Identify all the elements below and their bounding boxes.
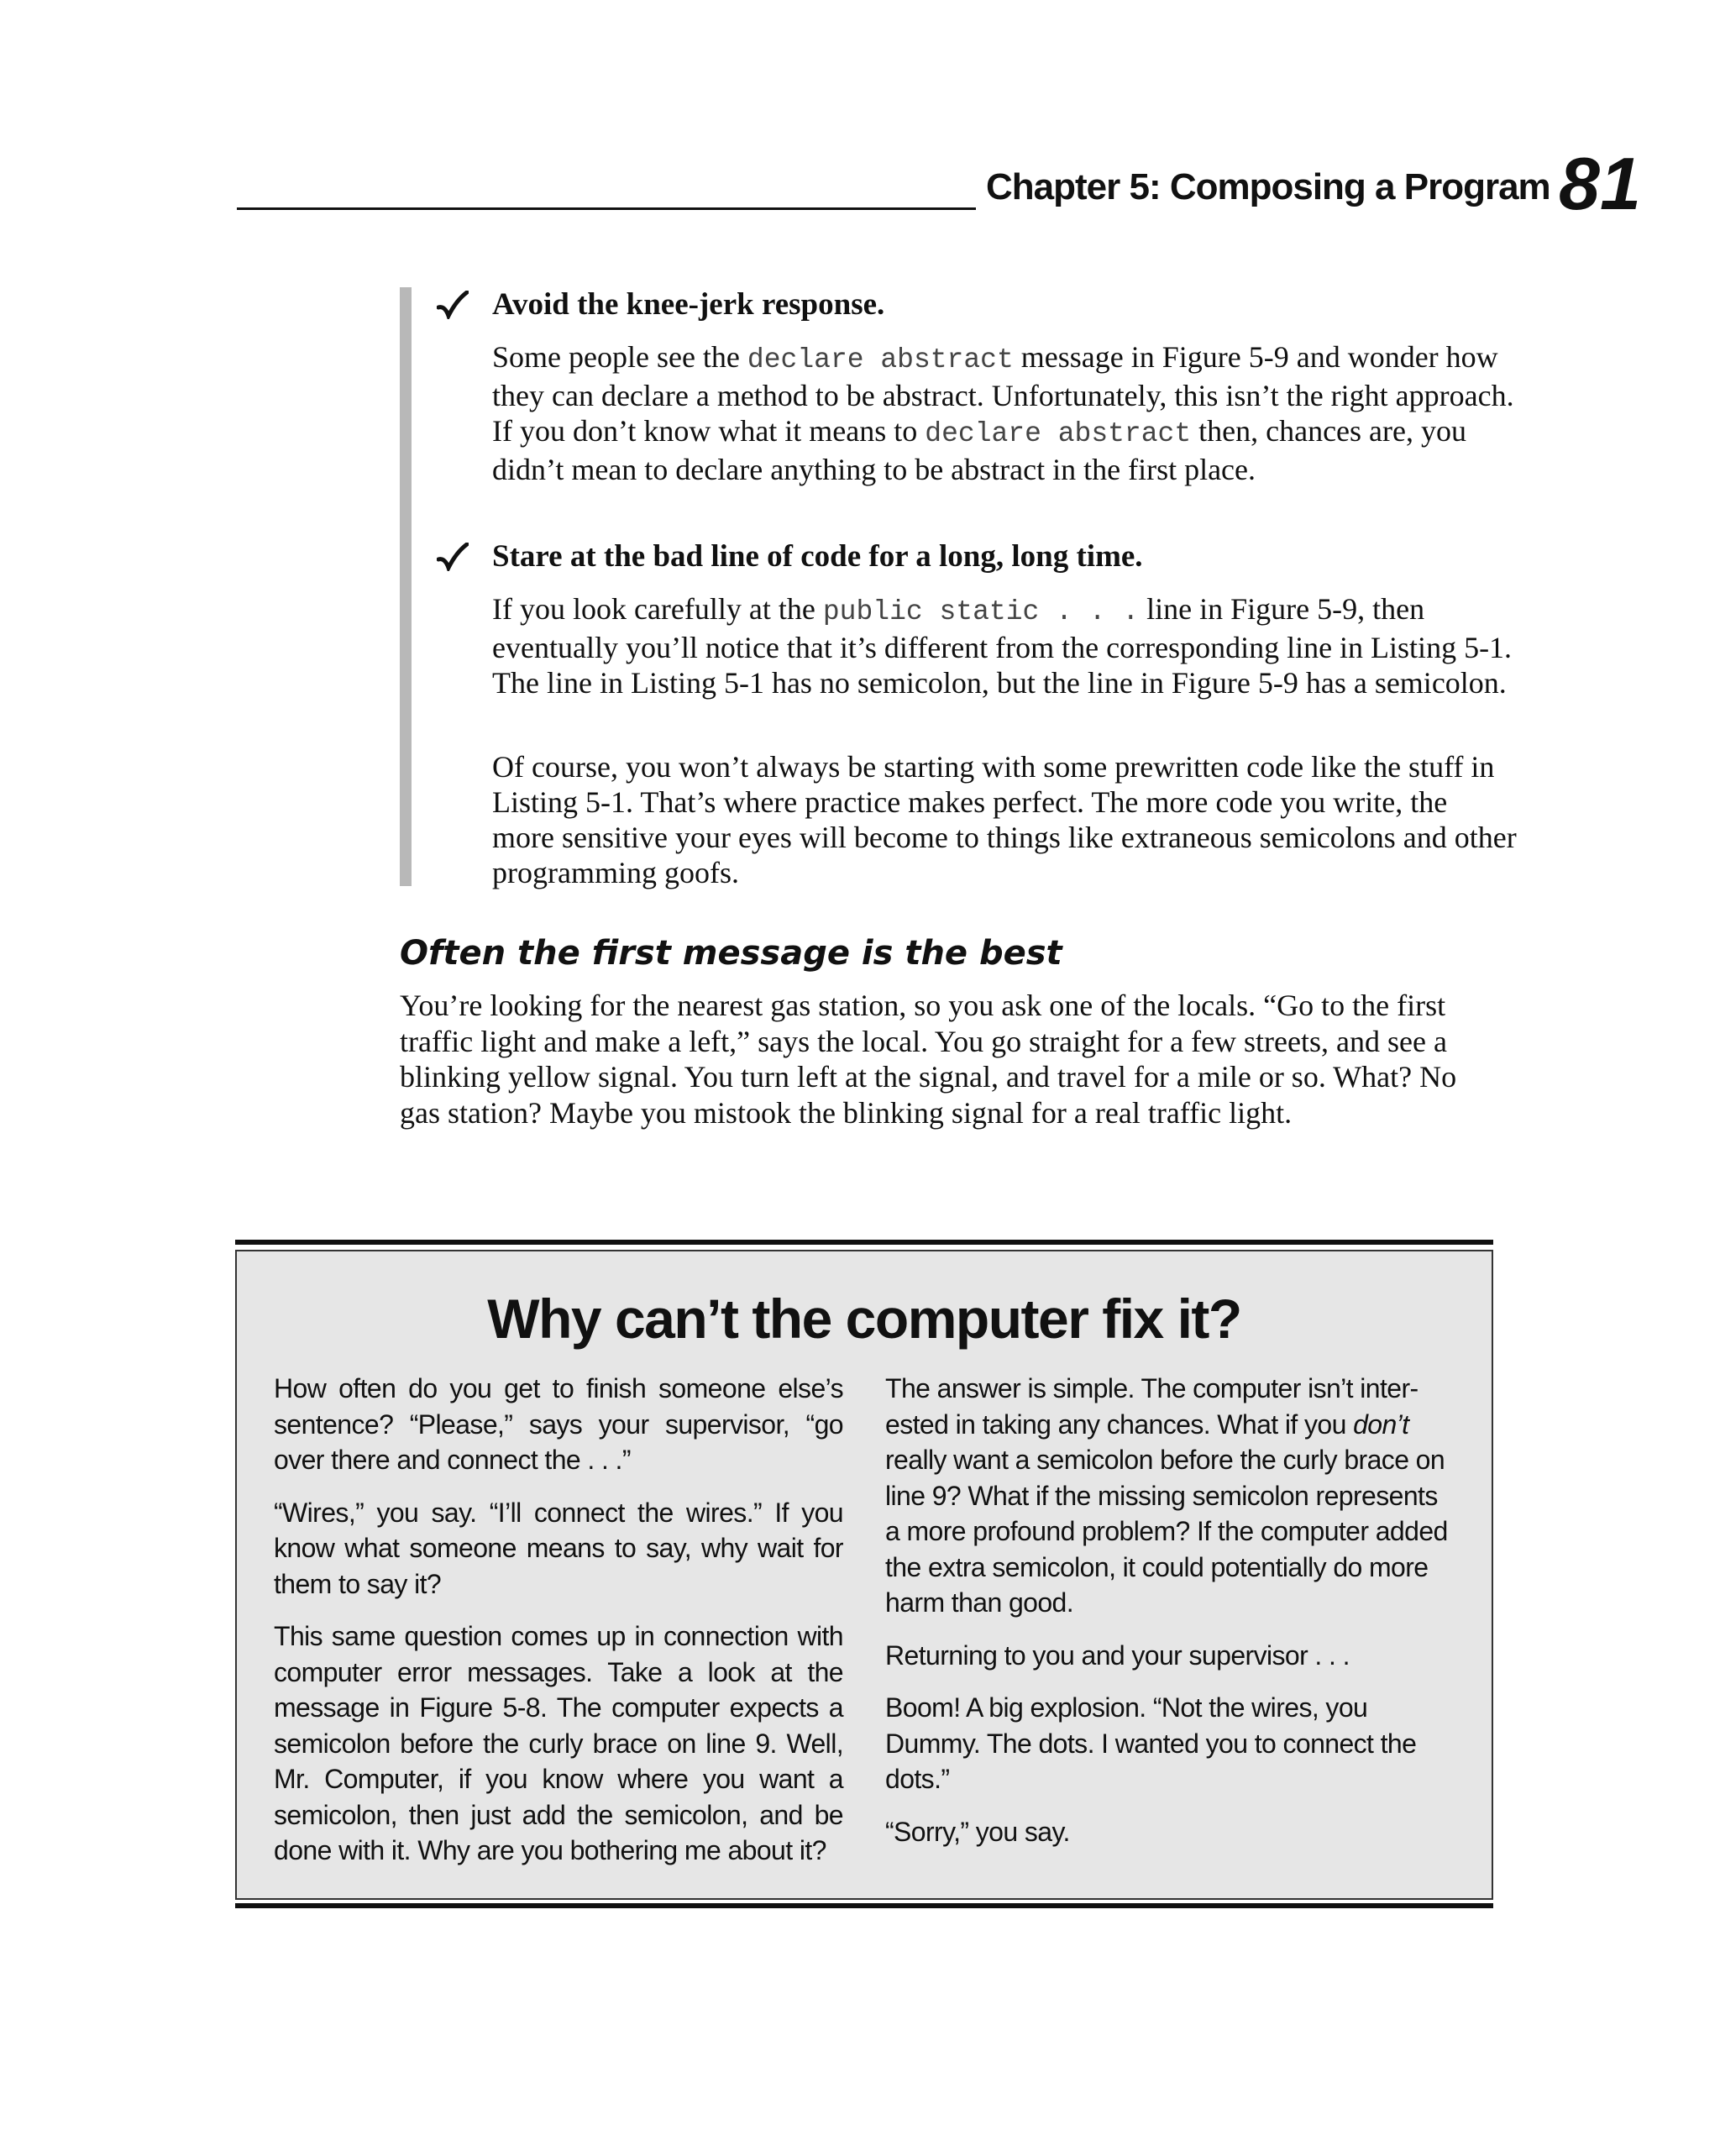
chapter-title: Chapter 5: Composing a Program bbox=[986, 166, 1550, 207]
sidebar-box bbox=[235, 1250, 1493, 1900]
sidebar-bottom-rule bbox=[235, 1903, 1493, 1908]
bullet-list bbox=[400, 287, 1520, 889]
code-inline: declare abstract bbox=[747, 344, 1014, 375]
checkmark-icon bbox=[437, 291, 469, 319]
sidebar-title: Why can’t the computer fix it? bbox=[487, 1288, 1241, 1350]
page-number: 81 bbox=[1559, 142, 1641, 225]
sidebar-top-rule bbox=[235, 1240, 1493, 1245]
bullet-paragraph: Of course, you won’t always be starting with some prewritten code like the stuff in Listing 5-1. That’s where practice makes perfect. The more code you write, the more sensitive your eyes will become to things like extraneous semicolons and other programming goofs. bbox=[492, 750, 1517, 889]
bullet-heading: Avoid the knee-jerk response. bbox=[492, 287, 885, 322]
sidebar-paragraph: “Sorry,” you say. bbox=[885, 1816, 1070, 1847]
bullet-paragraph: If you look carefully at the public static . . . line in Figure 5-9, then eventually you’ll notice that it’s different from the corresponding line in Listing 5-1. The line in Listing 5-1 has no semicolon, but the line in Figure 5-9 has a semicolon. bbox=[492, 592, 1513, 700]
bullet-item bbox=[437, 539, 1503, 574]
code-inline: declare abstract bbox=[925, 418, 1192, 449]
bullet-item bbox=[437, 287, 1503, 323]
checkmark-icon bbox=[437, 543, 469, 571]
sidebar-paragraph: The answer is simple. The computer isn’t interested in taking any chances. What if you don’t really want a semicolon before the curly brace on line 9? What if the missing semicolon represents a more profound problem? If the computer added the extra semicolon, it could potentially do more harm than good. bbox=[885, 1373, 1448, 1618]
code-inline: public static . . . bbox=[822, 596, 1140, 627]
bullet-heading: Stare at the bad line of code for a long, long time. bbox=[492, 539, 1143, 574]
section-body: You’re looking for the nearest gas station, so you ask one of the locals. “Go to the first traffic light and make a left,” says the local. You go straight for a few streets, and see a blinking yellow signal. You turn left at the signal, and travel for a mile or so. What? No gas station? Maybe you mistook the blinking signal for a real traffic light. bbox=[400, 989, 1457, 1130]
bullet-paragraph: Some people see the declare abstract message in Figure 5-9 and wonder how they can declare a method to be abstract. Unfortunately, this isn’t the right approach. If you don’t know what it means to declare abstract then, chances are, you didn’t mean to declare anything to be abstract in the first place. bbox=[492, 340, 1514, 486]
sidebar-right-column bbox=[885, 1371, 1455, 1866]
sidebar-left-column bbox=[274, 1371, 843, 1886]
sidebar-paragraph: How often do you get to finish someone else’s sentence? “Please,” says your supervisor, “go over there and connect the . . .” bbox=[274, 1373, 843, 1475]
header-rule bbox=[237, 207, 976, 210]
section-heading: Often the first message is the best bbox=[400, 934, 1062, 973]
sidebar-paragraph: This same question comes up in connection with computer error messages. Take a look at the message in Figure 5-8. The computer expects a semicolon before the curly brace on line 9. Well, Mr. Computer, if you know where you want a semicolon, then just add the semicolon, and be done with it. Why are you bothering me about it? bbox=[274, 1621, 843, 1865]
sidebar-paragraph: Boom! A big explosion. “Not the wires, you Dummy. The dots. I wanted you to connect the dots.” bbox=[885, 1692, 1417, 1794]
sidebar-paragraph: Returning to you and your supervisor . . . bbox=[885, 1639, 1350, 1671]
sidebar-paragraph: “Wires,” you say. “I’ll connect the wires.” If you know what someone means to say, why wait for them to say it? bbox=[274, 1497, 843, 1599]
